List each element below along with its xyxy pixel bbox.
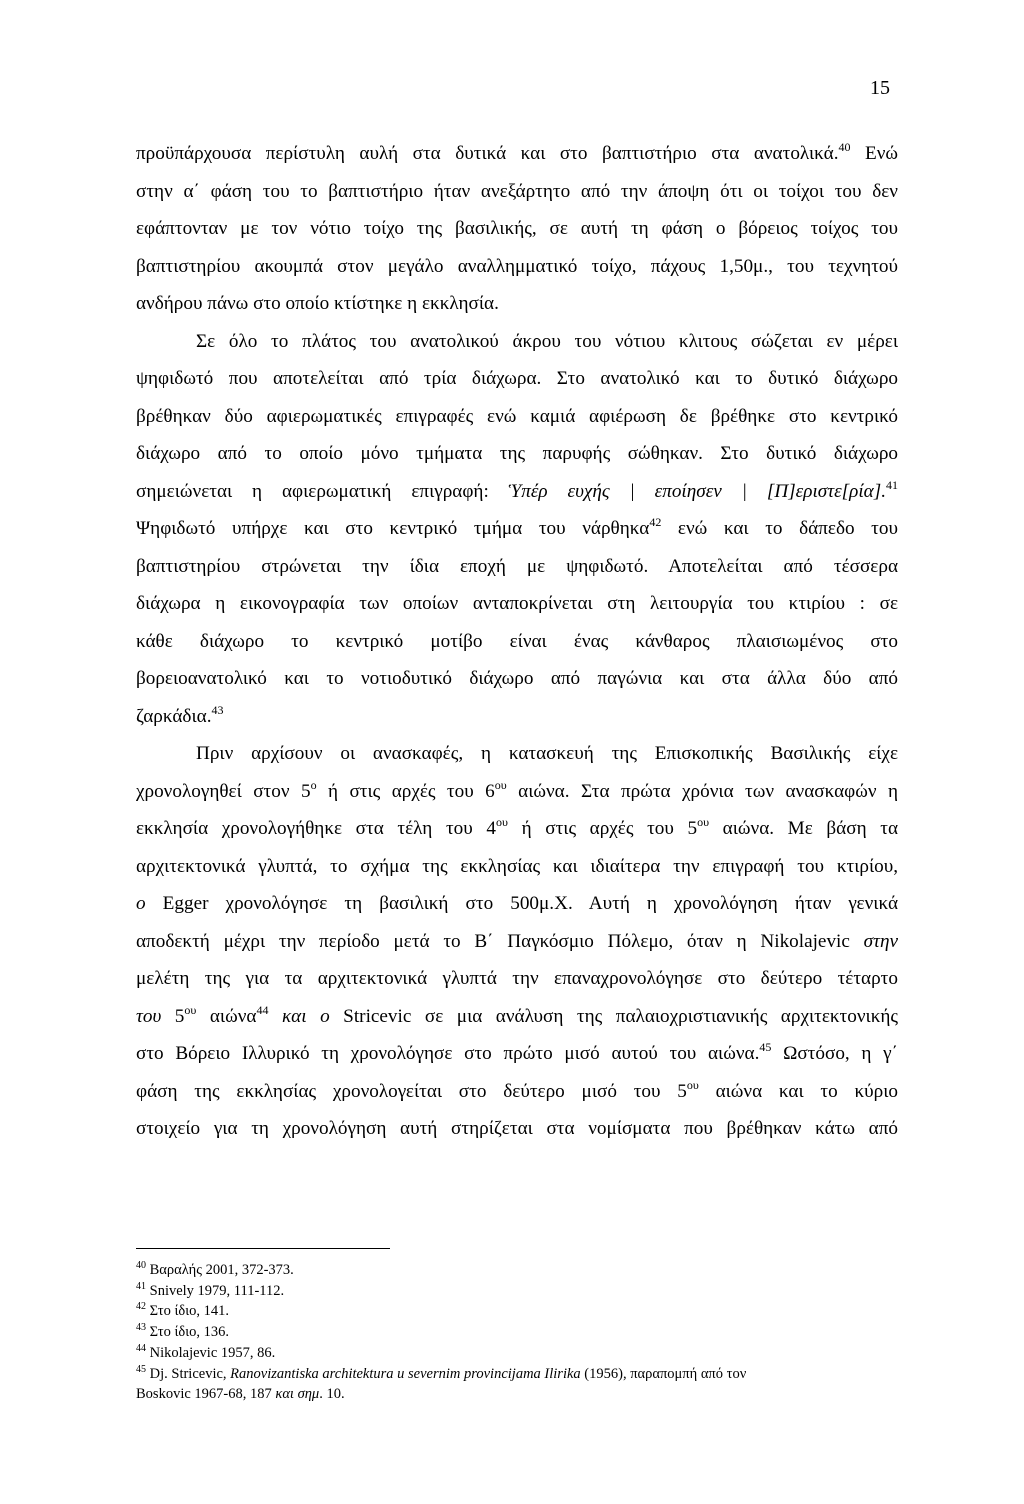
footnotes [136, 1260, 926, 1405]
page-number: 15 [870, 77, 890, 99]
text-run: σημειώνεται η αφιερωματική επιγραφή: [136, 480, 509, 502]
text-line [136, 960, 898, 998]
text-run: 5 [161, 1005, 185, 1027]
text-run: βαπτιστηρίου στρώνεται την ίδια εποχή με ψηφιδωτό. Αποτελείται από τέσσερα [136, 555, 898, 577]
body-text [136, 135, 898, 1148]
footnote-reference: 45 [136, 1363, 146, 1375]
text-run: (1956), παραπομπή από τον [580, 1365, 747, 1382]
text-line [136, 660, 898, 698]
footnote-reference: 42 [649, 515, 662, 529]
text-line [136, 435, 898, 473]
text-run: Ψηφιδωτό υπήρχε και στο κεντρικό τμήμα του νάρθηκα [136, 518, 650, 539]
text-line [136, 848, 898, 886]
text-run: αιώνα. Στα πρώτα χρόνια των ανασκαφών η [506, 780, 899, 802]
footnote-reference: 44 [136, 1342, 146, 1354]
text-run: ζαρκάδια. [136, 705, 212, 727]
footnote-reference: 44 [256, 1002, 269, 1017]
footnote-line [136, 1384, 926, 1405]
text-run: Πριν αρχίσουν οι ανασκαφές, η κατασκευή της Επισκοπικής Βασιλικής είχε [196, 743, 898, 764]
italic-text: Ranovizantiska architektura u severnim provincijama Ilirika [230, 1365, 581, 1382]
text-line [136, 585, 898, 623]
italic-text: του [136, 1005, 162, 1027]
text-run: Ενώ [850, 143, 899, 164]
footnote-reference: 43 [211, 702, 224, 717]
footnote-reference: 40 [838, 140, 851, 154]
text-run: ψηφιδωτό που αποτελείται από τρία διάχωρα. Στο ανατολικό και το δυτικό διάχωρο [136, 368, 898, 389]
text-line [136, 923, 898, 961]
footnote-line [136, 1364, 926, 1385]
text-line [136, 735, 898, 773]
text-line [136, 135, 898, 173]
text-run: ανδήρου πάνω στο οποίο κτίστηκε η εκκλησία. [136, 293, 499, 314]
footnote-reference: 45 [759, 1040, 772, 1054]
footnote-line [136, 1322, 926, 1343]
text-run: Στο ίδιο, 141. [146, 1303, 230, 1320]
text-line [136, 173, 898, 211]
text-run: Dj. Stricevic, [146, 1365, 231, 1382]
footnote-reference: ου [697, 815, 710, 829]
text-line [136, 248, 898, 286]
footnote-reference: 43 [136, 1322, 146, 1334]
italic-text: και σημ [275, 1386, 320, 1403]
text-line [136, 885, 898, 923]
footnote-reference: ου [494, 777, 507, 792]
text-run: αιώνα και το κύριο [698, 1080, 898, 1102]
footnote-divider [136, 1248, 390, 1249]
footnote-line [136, 1301, 926, 1322]
text-line [136, 510, 898, 548]
text-run: Ωστόσο, η γ΄ [771, 1043, 898, 1064]
text-run: Stricevic σε μια ανάλυση της παλαιοχριστιανικής αρχιτεκτονικής [329, 1005, 898, 1027]
text-run: εκκλησία χρονολογήθηκε στα τέλη του 4 [136, 818, 496, 839]
text-run: εφάπτονταν με τον νότιο τοίχο της βασιλικής, σε αυτή τη φάση ο βόρειος τοίχος του [136, 218, 898, 239]
text-run: Βαραλής 2001, 372-373. [146, 1262, 294, 1278]
footnote-line [136, 1260, 926, 1281]
text-run: Boskovic 1967-68, 187 [136, 1386, 276, 1403]
text-run: φάση της εκκλησίας χρονολογείται στο δεύτερο μισό του 5 [136, 1080, 687, 1102]
text-line [136, 285, 898, 323]
text-line [136, 548, 898, 586]
text-run: Nikolajevic 1957, 86. [146, 1344, 276, 1361]
footnote-reference: 40 [136, 1260, 146, 1271]
text-line [136, 773, 898, 811]
text-line [136, 1035, 898, 1073]
footnote-reference: ου [496, 815, 508, 829]
text-run: μελέτη της για τα αρχιτεκτονικά γλυπτά την επαναχρονολόγησε στο δεύτερο τέταρτο [136, 968, 898, 989]
text-run: Egger χρονολόγησε τη βασιλική στο 500μ.Χ. Αυτή η χρονολόγηση ήταν γενικά [145, 893, 898, 914]
text-run: αιώνα [196, 1005, 257, 1027]
text-line [136, 360, 898, 398]
text-run: Στο ίδιο, 136. [146, 1324, 230, 1341]
text-line [136, 1073, 898, 1111]
text-run [268, 1006, 282, 1027]
text-run: στο Βόρειο Ιλλυρικό τη χρονολόγησε στο πρώτο μισό αυτού του αιώνα. [136, 1043, 760, 1064]
footnote-line [136, 1281, 926, 1302]
text-run: αρχιτεκτονικά γλυπτά, το σχήμα της εκκλησίας και ιδιαίτερα την επιγραφή του κτιρίου, [136, 855, 898, 877]
text-run: στοιχείο για τη χρονολόγηση αυτή στηρίζεται στα νομίσματα που βρέθηκαν κάτω από [136, 1118, 898, 1139]
text-line [136, 323, 898, 361]
text-line [136, 473, 898, 511]
text-run: Σε όλο το πλάτος του ανατολικού άκρου του νότιου κλιτους σώζεται εν μέρει [196, 330, 898, 352]
text-run: . 10. [319, 1386, 345, 1403]
text-run: ή στις αρχές του 6 [316, 780, 495, 802]
text-run: ενώ και το δάπεδο του [661, 518, 898, 539]
text-line [136, 810, 898, 848]
text-run: αποδεκτή μέχρι την περίοδο μετά το Β΄ Παγκόσμιο Πόλεμο, όταν η Nikolajevic [136, 930, 864, 952]
text-run: προϋπάρχουσα περίστυλη αυλή στα δυτικά και στο βαπτιστήριο στα ανατολικά. [136, 143, 839, 164]
footnote-reference: 41 [886, 477, 899, 492]
italic-text: ο [136, 893, 146, 914]
text-run: βορειοανατολικό και το νοτιοδυτικό διάχωρο από παγώνια και στα άλλα δύο από [136, 668, 898, 689]
text-run: βρέθηκαν δύο αφιερωματικές επιγραφές ενώ καμιά αφιέρωση δε βρέθηκε στο κεντρικό [136, 405, 898, 427]
text-line [136, 398, 898, 436]
footnote-reference: 42 [136, 1301, 146, 1313]
text-run: αιώνα. Με βάση τα [709, 818, 898, 839]
text-run: διάχωρο από το οποίο μόνο τμήματα της παρυφής σώθηκαν. Στο δυτικό διάχωρο [136, 443, 898, 464]
footnote-reference: ου [184, 1002, 197, 1017]
text-run: διάχωρα η εικονογραφία των οποίων ανταποκρίνεται στη λειτουργία του κτιρίου : σε [136, 593, 898, 614]
text-run: βαπτιστηρίου ακουμπά στον μεγάλο αναλλημματικό τοίχο, πάχους 1,50μ., του τεχνητού [136, 255, 898, 277]
text-line [136, 1110, 898, 1148]
footnote-line [136, 1343, 926, 1364]
footnote-reference: ο [310, 777, 317, 792]
text-line [136, 623, 898, 661]
footnote-reference: ου [686, 1077, 699, 1092]
footnote-reference: 41 [136, 1280, 146, 1292]
text-run: στην α΄ φάση του το βαπτιστήριο ήταν ανεξάρτητο από την άποψη ότι οι τοίχοι του δεν [136, 180, 898, 202]
italic-text: και ο [281, 1005, 330, 1027]
text-run: κάθε διάχωρο το κεντρικό μοτίβο είναι ένας κάνθαρος πλαισιωμένος στο [136, 630, 898, 652]
text-run: Snively 1979, 111-112. [146, 1282, 285, 1299]
text-line [136, 698, 898, 736]
text-run: ή στις αρχές του 5 [507, 818, 698, 839]
text-line [136, 998, 898, 1036]
text-line [136, 210, 898, 248]
italic-text: Ὑπέρ ευχής | εποίησεν | [Π]εριστε[ρία]. [508, 480, 887, 502]
text-run: χρονολογηθεί στον 5 [136, 780, 311, 802]
italic-text: στην [863, 930, 898, 952]
